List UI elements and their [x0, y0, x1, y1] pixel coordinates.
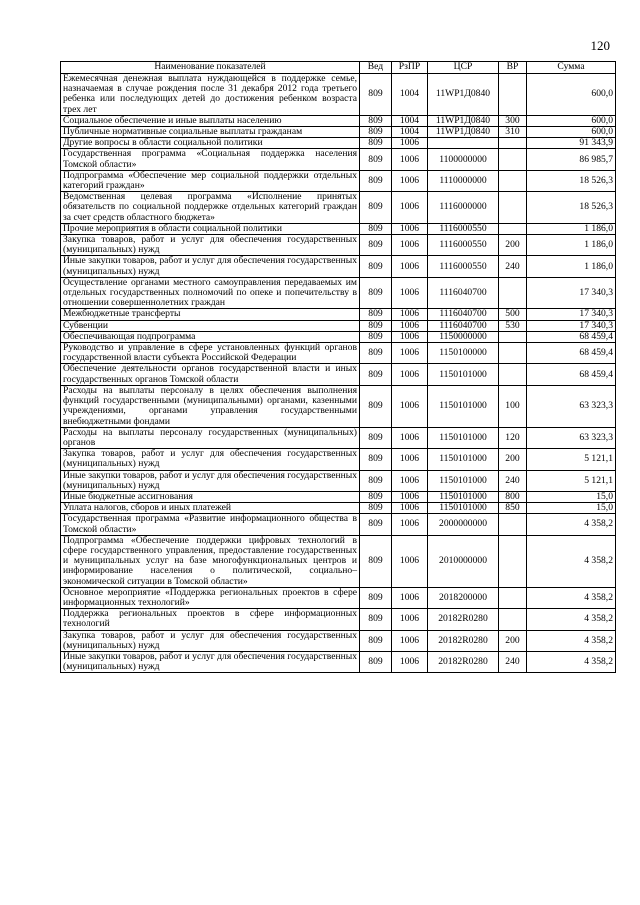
cell-ved: 809: [360, 170, 392, 191]
cell-sum: 4 358,2: [527, 535, 616, 587]
cell-vr: [499, 343, 527, 364]
cell-name: Обеспечивающая подпрограмма: [61, 331, 360, 342]
cell-rzpr: 1006: [392, 223, 428, 234]
cell-rzpr: 1006: [392, 256, 428, 277]
cell-rzpr: 1006: [392, 514, 428, 535]
cell-csr: 1150101000: [428, 385, 499, 427]
cell-name: Подпрограмма «Обеспечение мер социальной поддержки отдельных категорий граждан»: [61, 170, 360, 191]
table-row: [61, 235, 616, 256]
cell-csr: 1150101000: [428, 364, 499, 385]
cell-rzpr: 1006: [392, 138, 428, 149]
cell-csr: 2000000000: [428, 514, 499, 535]
cell-csr: 2010000000: [428, 535, 499, 587]
cell-ved: 809: [360, 491, 392, 502]
column-header-ved: Вед: [360, 62, 392, 74]
cell-vr: [499, 192, 527, 224]
cell-csr: 1116000550: [428, 223, 499, 234]
budget-table: [60, 61, 616, 673]
cell-vr: 120: [499, 427, 527, 448]
table-row: [61, 514, 616, 535]
cell-vr: 850: [499, 503, 527, 514]
cell-sum: 17 340,3: [527, 309, 616, 320]
table-row: [61, 256, 616, 277]
cell-ved: 809: [360, 138, 392, 149]
cell-sum: 4 358,2: [527, 630, 616, 651]
cell-csr: 20182R0280: [428, 651, 499, 672]
cell-name: Иные бюджетные ассигнования: [61, 491, 360, 502]
cell-csr: 1150101000: [428, 449, 499, 470]
cell-sum: 68 459,4: [527, 343, 616, 364]
cell-name: Закупка товаров, работ и услуг для обеспечения государственных (муниципальных) нужд: [61, 235, 360, 256]
cell-rzpr: 1006: [392, 491, 428, 502]
table-row: [61, 491, 616, 502]
cell-rzpr: 1006: [392, 320, 428, 331]
cell-sum: 4 358,2: [527, 609, 616, 630]
table-row: [61, 331, 616, 342]
table-row: [61, 343, 616, 364]
table-row: [61, 385, 616, 427]
cell-ved: 809: [360, 115, 392, 126]
cell-csr: 20182R0280: [428, 609, 499, 630]
cell-rzpr: 1006: [392, 343, 428, 364]
cell-csr: 1150101000: [428, 503, 499, 514]
table-row: [61, 115, 616, 126]
cell-name: Уплата налогов, сборов и иных платежей: [61, 503, 360, 514]
cell-sum: 600,0: [527, 74, 616, 116]
table-row: [61, 170, 616, 191]
table-row: [61, 127, 616, 138]
column-header-csr: ЦСР: [428, 62, 499, 74]
cell-sum: 91 343,9: [527, 138, 616, 149]
cell-sum: 63 323,3: [527, 427, 616, 448]
table-row: [61, 364, 616, 385]
cell-sum: 1 186,0: [527, 235, 616, 256]
cell-name: Государственная программа «Развитие информационного общества в Томской области»: [61, 514, 360, 535]
cell-name: Обеспечение деятельности органов государственной власти и иных государственных органов Томской области: [61, 364, 360, 385]
table-row: [61, 609, 616, 630]
cell-sum: 63 323,3: [527, 385, 616, 427]
table-row: [61, 277, 616, 309]
cell-vr: [499, 535, 527, 587]
cell-csr: 1150101000: [428, 491, 499, 502]
cell-name: Публичные нормативные социальные выплаты гражданам: [61, 127, 360, 138]
cell-vr: 100: [499, 385, 527, 427]
cell-sum: 17 340,3: [527, 277, 616, 309]
column-header-vr: ВР: [499, 62, 527, 74]
cell-vr: 530: [499, 320, 527, 331]
table-row: [61, 149, 616, 170]
cell-ved: 809: [360, 651, 392, 672]
cell-sum: 4 358,2: [527, 514, 616, 535]
cell-csr: 2018200000: [428, 587, 499, 608]
cell-rzpr: 1006: [392, 449, 428, 470]
cell-name: Иные закупки товаров, работ и услуг для обеспечения государственных (муниципальных) нужд: [61, 256, 360, 277]
cell-vr: 200: [499, 449, 527, 470]
cell-vr: [499, 149, 527, 170]
cell-rzpr: 1006: [392, 470, 428, 491]
table-row: [61, 587, 616, 608]
cell-ved: 809: [360, 320, 392, 331]
cell-name: Прочие мероприятия в области социальной политики: [61, 223, 360, 234]
table-row: [61, 74, 616, 116]
cell-ved: 809: [360, 256, 392, 277]
cell-ved: 809: [360, 449, 392, 470]
cell-csr: 1150100000: [428, 343, 499, 364]
cell-rzpr: 1006: [392, 192, 428, 224]
cell-rzpr: 1006: [392, 630, 428, 651]
column-header-rzpr: РзПР: [392, 62, 428, 74]
cell-ved: 809: [360, 364, 392, 385]
cell-csr: 1100000000: [428, 149, 499, 170]
cell-name: Руководство и управление в сфере установленных функций органов государственной власти субъекта Российской Федерации: [61, 343, 360, 364]
cell-name: Подпрограмма «Обеспечение поддержки цифровых технологий в сфере государственного управления, предоставление государственных и муниципальных услуг на базе многофункциональных центров и информирование населения о политической, социально–экономической ситуации в Томской области»: [61, 535, 360, 587]
cell-name: Расходы на выплаты персоналу государственных (муниципальных) органов: [61, 427, 360, 448]
cell-rzpr: 1006: [392, 587, 428, 608]
cell-rzpr: 1006: [392, 503, 428, 514]
table-row: [61, 427, 616, 448]
cell-vr: [499, 331, 527, 342]
cell-name: Ежемесячная денежная выплата нуждающейся в поддержке семье, назначаемая в случае рождения после 31 декабря 2012 года третьего ребенка или последующих детей до достижения ребенком возраста трех лет: [61, 74, 360, 116]
cell-sum: 18 526,3: [527, 192, 616, 224]
cell-csr: 20182R0280: [428, 630, 499, 651]
cell-rzpr: 1006: [392, 309, 428, 320]
cell-sum: 5 121,1: [527, 470, 616, 491]
cell-vr: 240: [499, 256, 527, 277]
cell-vr: 500: [499, 309, 527, 320]
table-row: [61, 651, 616, 672]
cell-vr: 800: [499, 491, 527, 502]
cell-name: Ведомственная целевая программа «Исполнение принятых обязательств по социальной поддержке отдельных категорий граждан за счет средств областного бюджета»: [61, 192, 360, 224]
cell-ved: 809: [360, 587, 392, 608]
cell-name: Осуществление органами местного самоуправления передаваемых им отдельных государственных полномочий по опеке и попечительству в отношении совершеннолетних граждан: [61, 277, 360, 309]
cell-rzpr: 1006: [392, 609, 428, 630]
cell-csr: 1116040700: [428, 277, 499, 309]
cell-rzpr: 1004: [392, 127, 428, 138]
cell-vr: 240: [499, 651, 527, 672]
table-row: [61, 535, 616, 587]
cell-csr: 1150101000: [428, 427, 499, 448]
cell-sum: 5 121,1: [527, 449, 616, 470]
cell-rzpr: 1006: [392, 277, 428, 309]
cell-vr: [499, 223, 527, 234]
cell-ved: 809: [360, 535, 392, 587]
cell-name: Другие вопросы в области социальной политики: [61, 138, 360, 149]
cell-vr: [499, 587, 527, 608]
cell-name: Иные закупки товаров, работ и услуг для обеспечения государственных (муниципальных) нужд: [61, 651, 360, 672]
cell-csr: 11WP1Д0840: [428, 115, 499, 126]
cell-csr: 1116040700: [428, 309, 499, 320]
table-body: [61, 74, 616, 673]
cell-ved: 809: [360, 385, 392, 427]
cell-ved: 809: [360, 223, 392, 234]
cell-sum: 68 459,4: [527, 331, 616, 342]
cell-rzpr: 1004: [392, 74, 428, 116]
cell-csr: 1116000550: [428, 256, 499, 277]
cell-name: Основное мероприятие «Поддержка региональных проектов в сфере информационных технологий»: [61, 587, 360, 608]
cell-csr: 11WP1Д0840: [428, 74, 499, 116]
cell-vr: 200: [499, 630, 527, 651]
cell-rzpr: 1006: [392, 149, 428, 170]
cell-sum: 600,0: [527, 115, 616, 126]
cell-ved: 809: [360, 630, 392, 651]
cell-rzpr: 1006: [392, 331, 428, 342]
cell-sum: 68 459,4: [527, 364, 616, 385]
cell-vr: 240: [499, 470, 527, 491]
table-row: [61, 138, 616, 149]
cell-name: Межбюджетные трансферты: [61, 309, 360, 320]
cell-name: Государственная программа «Социальная поддержка населения Томской области»: [61, 149, 360, 170]
cell-vr: [499, 138, 527, 149]
cell-vr: [499, 170, 527, 191]
cell-vr: [499, 277, 527, 309]
cell-name: Поддержка региональных проектов в сфере информационных технологий: [61, 609, 360, 630]
cell-name: Закупка товаров, работ и услуг для обеспечения государственных (муниципальных) нужд: [61, 449, 360, 470]
cell-ved: 809: [360, 309, 392, 320]
cell-ved: 809: [360, 149, 392, 170]
cell-sum: 1 186,0: [527, 256, 616, 277]
cell-ved: 809: [360, 343, 392, 364]
table-row: [61, 320, 616, 331]
cell-ved: 809: [360, 470, 392, 491]
cell-ved: 809: [360, 514, 392, 535]
cell-rzpr: 1006: [392, 364, 428, 385]
cell-sum: 86 985,7: [527, 149, 616, 170]
cell-rzpr: 1006: [392, 535, 428, 587]
cell-csr: 1150101000: [428, 470, 499, 491]
cell-csr: 1116040700: [428, 320, 499, 331]
cell-sum: 18 526,3: [527, 170, 616, 191]
cell-ved: 809: [360, 609, 392, 630]
cell-sum: 17 340,3: [527, 320, 616, 331]
cell-rzpr: 1006: [392, 651, 428, 672]
cell-rzpr: 1006: [392, 427, 428, 448]
table-row: [61, 192, 616, 224]
cell-csr: 1110000000: [428, 170, 499, 191]
cell-ved: 809: [360, 503, 392, 514]
cell-ved: 809: [360, 235, 392, 256]
cell-ved: 809: [360, 277, 392, 309]
cell-rzpr: 1006: [392, 170, 428, 191]
table-row: [61, 309, 616, 320]
cell-csr: 1150000000: [428, 331, 499, 342]
cell-csr: 1116000550: [428, 235, 499, 256]
cell-name: Субвенции: [61, 320, 360, 331]
column-header-name: Наименование показателей: [61, 62, 360, 74]
table-row: [61, 449, 616, 470]
cell-csr: 11WP1Д0840: [428, 127, 499, 138]
cell-csr: [428, 138, 499, 149]
cell-rzpr: 1006: [392, 235, 428, 256]
cell-name: Иные закупки товаров, работ и услуг для обеспечения государственных (муниципальных) нужд: [61, 470, 360, 491]
cell-sum: 1 186,0: [527, 223, 616, 234]
cell-vr: 310: [499, 127, 527, 138]
cell-name: Социальное обеспечение и иные выплаты населению: [61, 115, 360, 126]
cell-name: Закупка товаров, работ и услуг для обеспечения государственных (муниципальных) нужд: [61, 630, 360, 651]
cell-ved: 809: [360, 74, 392, 116]
cell-ved: 809: [360, 331, 392, 342]
cell-csr: 1116000000: [428, 192, 499, 224]
cell-rzpr: 1006: [392, 385, 428, 427]
cell-ved: 809: [360, 127, 392, 138]
cell-vr: [499, 74, 527, 116]
cell-name: Расходы на выплаты персоналу в целях обеспечения выполнения функций государственными (муниципальными) органами, казенными учреждениями, органами управления государственными внебюджетными фондами: [61, 385, 360, 427]
page-number: 120: [590, 38, 610, 53]
cell-sum: 15,0: [527, 503, 616, 514]
cell-sum: 600,0: [527, 127, 616, 138]
cell-ved: 809: [360, 192, 392, 224]
cell-sum: 15,0: [527, 491, 616, 502]
cell-rzpr: 1004: [392, 115, 428, 126]
cell-sum: 4 358,2: [527, 651, 616, 672]
cell-vr: 300: [499, 115, 527, 126]
cell-vr: [499, 514, 527, 535]
cell-vr: [499, 609, 527, 630]
table-row: [61, 630, 616, 651]
cell-vr: 200: [499, 235, 527, 256]
table-row: [61, 470, 616, 491]
cell-vr: [499, 364, 527, 385]
table-row: [61, 503, 616, 514]
cell-ved: 809: [360, 427, 392, 448]
cell-sum: 4 358,2: [527, 587, 616, 608]
column-header-sum: Сумма: [527, 62, 616, 74]
table-row: [61, 223, 616, 234]
table-header-row: [61, 62, 616, 74]
